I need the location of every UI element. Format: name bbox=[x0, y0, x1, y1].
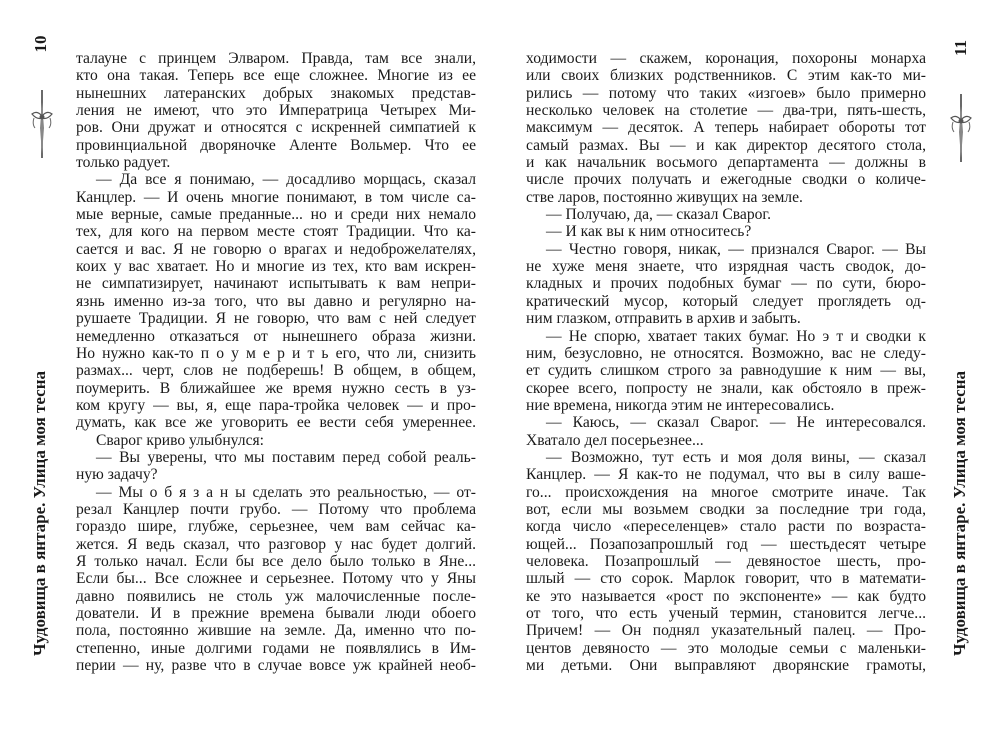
running-header: Чудовища в янтаре. Улица моя тесна bbox=[30, 371, 49, 656]
text-line: стве ларов, постоянно живущих на земле. bbox=[526, 188, 803, 206]
text-line: пола, постоянно жившие на земле. Да, именно что по- bbox=[76, 622, 476, 640]
text-line: Если бы... Все сложнее и серьезнее. Потому что у Яны bbox=[76, 570, 476, 588]
text-line: ющей... Позапозапрошлый год — шестьдесят четыре bbox=[526, 535, 926, 553]
text-line: кратический мусор, который следует проглядеть од- bbox=[526, 292, 926, 310]
dagger-ornament-icon bbox=[27, 88, 57, 160]
text-line: или своих близких родственников. С этим как-то ми- bbox=[526, 67, 926, 85]
text-line: — Не спорю, хватает таких бумаг. Но э т и сводки к bbox=[546, 327, 926, 345]
text-line: ним глазком, отправить в архив и забыть. bbox=[526, 310, 801, 328]
text-line: ную задачу? bbox=[76, 466, 158, 484]
text-line: вот, если мы возьмем сводки за последние три года, bbox=[526, 500, 926, 518]
text-line: Канцлер. — И очень многие понимают, в том числе са- bbox=[76, 188, 476, 206]
text-line: ления не имеют, что это Императрица Четырех Ми- bbox=[76, 102, 476, 120]
text-line: сается и вас. Я не говорю о врагах и недоброжелателях, bbox=[76, 240, 476, 258]
text-line: человека. Позапрошлый — девяностое шесть, про- bbox=[526, 552, 926, 570]
page-number: 10 bbox=[31, 35, 50, 53]
text-line: — Каюсь, — сказал Сварог. — Не интересовался. bbox=[546, 414, 926, 432]
text-line: гораздо шире, глубже, серьезнее, чем вам сейчас ка- bbox=[76, 518, 476, 536]
text-line: Канцлер. — Я как-то не подумал, что вы в силу ваше- bbox=[526, 466, 926, 484]
text-line: поумерить. В ближайшее же время нужно сесть в уз- bbox=[76, 379, 476, 397]
text-line: ним, безусловно, не относятся. Возможно, вас не следу- bbox=[526, 344, 926, 362]
text-line: только радует. bbox=[76, 154, 171, 172]
text-line: Причем! — Он поднял указательный палец. — Про- bbox=[526, 622, 926, 640]
text-line: степенно, иные долгими годами не появлялись в Им- bbox=[76, 639, 476, 657]
text-line: талауне с принцем Элваром. Правда, там все знали, bbox=[76, 50, 476, 67]
text-line: — Да все я понимаю, — досадливо морщась, сказал bbox=[96, 171, 476, 189]
text-line: — Получаю, да, — сказал Сварог. bbox=[546, 206, 771, 224]
right-page bbox=[500, 0, 1000, 750]
text-line: ет судить слишком строго за равнодушие к ним — вы, bbox=[526, 362, 926, 380]
text-line: ходимости — скажем, коронация, похороны монарха bbox=[526, 50, 926, 67]
text-line: скорее всего, попросту не знали, как обстояло в преж- bbox=[526, 379, 926, 397]
text-line: центов девяносто — это молодые семьи с маленьки- bbox=[526, 639, 926, 657]
dagger-ornament-icon bbox=[946, 92, 976, 164]
page-number: 11 bbox=[951, 39, 970, 57]
page-text bbox=[526, 50, 926, 674]
text-line: самый размах. Вы — и как директор десятого стола, bbox=[526, 136, 926, 154]
text-line: кладных и прочих подобных бумаг — по сути, бюро- bbox=[526, 275, 926, 293]
text-line: рушаете Традиции. Я не говорю, что вам с ней следует bbox=[76, 310, 476, 328]
text-line: ком кругу — вы, я, еще пара-тройка человек — и про- bbox=[76, 396, 476, 414]
page-text bbox=[76, 50, 476, 674]
text-line: ке это называется «рост по экспоненте» — как будто bbox=[526, 587, 926, 605]
text-line: шлый — сто сорок. Марлок говорит, что в математи- bbox=[526, 570, 926, 588]
text-line: максимум — десяток. А теперь набирает обороты тот bbox=[526, 119, 926, 137]
text-line: Хватало дел посерьезнее... bbox=[526, 431, 704, 449]
text-line: ние времена, никогда этим не интересовались. bbox=[526, 396, 835, 414]
text-line: жется. Я ведь сказал, что разговор у нас будет долгий. bbox=[76, 535, 476, 553]
text-line: кто она такая. Теперь все еще сложнее. Многие из ее bbox=[76, 67, 476, 85]
text-line: резал Канцлер почти грубо. — Потому что проблема bbox=[76, 500, 476, 518]
text-line: коих у вас хватает. Но и многие из тех, кто вам искрен- bbox=[76, 258, 476, 276]
running-header: Чудовища в янтаре. Улица моя тесна bbox=[950, 371, 969, 656]
text-line: перии — ну, разве что в случае вовсе уж крайней необ- bbox=[76, 657, 476, 675]
text-line: числе прочих получать и ежегодные сводки о количе- bbox=[526, 171, 926, 189]
text-line: — Вы уверены, что мы поставим перед собой реаль- bbox=[96, 448, 476, 466]
text-line: — Честно говоря, никак, — признался Сварог. — Вы bbox=[546, 240, 926, 258]
text-line: — Возможно, тут есть и моя доля вины, — сказал bbox=[546, 448, 926, 466]
text-line: Я только начал. Если бы все дело было только в Яне... bbox=[76, 552, 476, 570]
text-line: провинциальной дворяночке Аленте Вольмер. Что ее bbox=[76, 136, 476, 154]
text-line: ми детьми. Они выправляют дворянские грамоты, bbox=[526, 657, 926, 675]
text-line: думать, как все же уговорить ее вести себя умереннее. bbox=[76, 414, 476, 432]
text-line: от того, что есть ученый термин, становится легче... bbox=[526, 605, 926, 622]
text-line: и как начальник восьмого департамента — должны в bbox=[526, 154, 926, 172]
text-line: не хуже меня знаете, что изрядная часть сводок, до- bbox=[526, 258, 926, 276]
text-line: когда число «переселенцев» стало расти по возраста- bbox=[526, 518, 926, 536]
text-line: ров. Они дружат и относятся с искренней симпатией к bbox=[76, 119, 476, 137]
text-line: давно появились не столь уж малочисленные после- bbox=[76, 587, 476, 605]
text-line: несколько человек на столетие — два-три, пять-шесть, bbox=[526, 102, 926, 120]
text-line: немедленно отказаться от нынешнего образа жизни. bbox=[76, 327, 476, 345]
text-line: — Мы о б я з а н ы сделать это реальностью, — от- bbox=[96, 483, 476, 501]
text-line: не симпатизирует, начинают испытывать к вам непри- bbox=[76, 275, 476, 293]
text-line: — И как вы к ним относитесь? bbox=[546, 223, 752, 241]
text-line: нынешних латеранских добрых знакомых представ- bbox=[76, 84, 476, 102]
text-line: Но нужно как-то п о у м е р и т ь его, что ли, снизить bbox=[76, 344, 476, 362]
text-line: язнь именно из-за того, что вы давно и регулярно на- bbox=[76, 292, 476, 310]
text-line: Сварог криво улыбнулся: bbox=[96, 431, 265, 449]
text-line: тех, для кого на первом месте стоят Традиции. Что ка- bbox=[76, 223, 476, 241]
text-line: рились — потому что таких «изгоев» было примерно bbox=[526, 84, 926, 102]
text-line: дователи. И в прежние времена бывали люди обоего bbox=[76, 605, 476, 622]
text-line: размах... черт, слов не подберешь! В общем, в общем, bbox=[76, 362, 476, 380]
text-line: го... происхождения на многое смотрите иначе. Так bbox=[526, 483, 926, 501]
text-line: мые верные, самые преданные... но и среди них немало bbox=[76, 206, 476, 224]
